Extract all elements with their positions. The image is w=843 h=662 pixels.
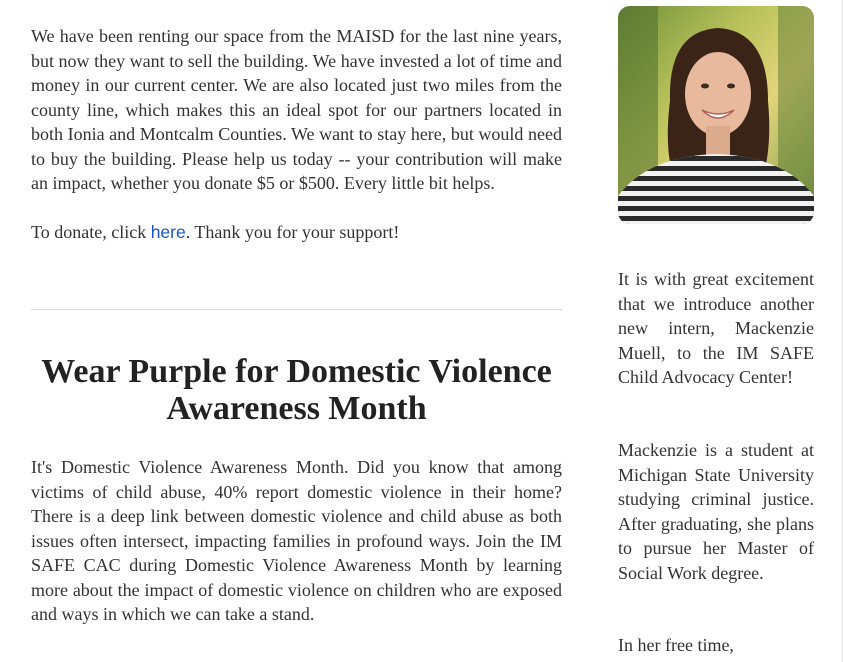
donate-line [31,220,562,245]
donate-suffix: . Thank you for your support! [185,221,400,242]
article-section [31,455,562,627]
fundraiser-section [31,24,562,244]
intern-photo-container [618,6,814,224]
article-heading: Wear Purple for Domestic Violence Awareness Month [41,353,552,427]
rent-paragraph: We have been renting our space from the MAISD for the last nine years, but now they want to sell the building. We have invested a lot of time and money in our current center. We are also located just two miles from the county line, which makes this an ideal spot for our partners located in both Ionia and Montcalm Counties. We want to stay here, but would need to buy the building. Please help us today -- your contribution will make an impact, whether you donate $5 or $500. Every little bit helps. [31,26,562,193]
donate-prefix: To donate, click [31,221,151,242]
intern-free-time: In her free time, [618,635,734,655]
intern-intro: It is with great excitement that we introduce another new intern, Mackenzie Muell, to the IM SAFE Child Advocacy Center! [618,269,814,387]
intern-photo [618,6,814,224]
article-body: It's Domestic Violence Awareness Month. Did you know that among victims of child abuse, 40% report domestic violence in their home? There is a deep link between domestic violence and child abuse as both issues often intersect, impacting families in profound ways. Join the IM SAFE CAC during Domestic Violence Awareness Month by learning more about the impact of domestic violence on children who are exposed and ways in which we can take a stand. [31,457,562,624]
intern-bio: Mackenzie is a student at Michigan State University studying criminal justice. After graduating, she plans to pursue her Master of Social Work degree. [618,440,814,583]
donate-link[interactable]: here [150,221,186,242]
section-divider [31,309,562,310]
